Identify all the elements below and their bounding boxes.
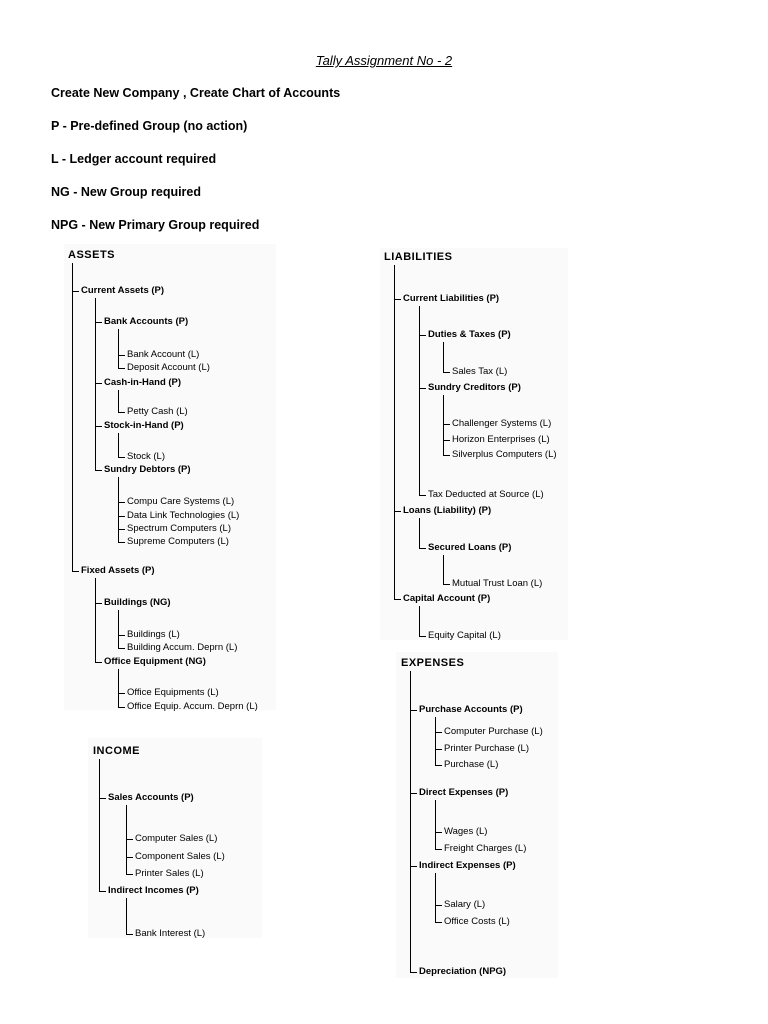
assets-ledger-item: Buildings (L): [127, 629, 180, 640]
expenses-ledger-item: Freight Charges (L): [444, 843, 527, 854]
liabilities-group-item: Capital Account (P): [403, 593, 491, 604]
tree-branch-tick: [435, 732, 442, 733]
legend-line-ng: NG - New Group required: [51, 185, 202, 199]
tree-branch-tick: [394, 599, 401, 600]
liabilities-group-item: Sundry Creditors (P): [428, 382, 521, 393]
assets-group-item: Office Equipment (NG): [104, 656, 206, 667]
tree-branch-line: [443, 395, 444, 456]
tree-branch-tick: [126, 857, 133, 858]
assets-group-item: Fixed Assets (P): [81, 565, 155, 576]
liabilities-ledger-item: Mutual Trust Loan (L): [452, 578, 543, 589]
liabilities-heading: LIABILITIES: [384, 251, 453, 263]
tree-branch-tick: [118, 693, 125, 694]
tree-branch-tick: [435, 849, 442, 850]
tree-branch-tick: [118, 635, 125, 636]
legend-line-l: L - Ledger account required: [51, 152, 217, 166]
tree-branch-line: [118, 433, 119, 458]
tree-branch-line: [118, 390, 119, 413]
tree-branch-tick: [126, 934, 133, 935]
tree-branch-line: [443, 342, 444, 373]
assets-ledger-item: Data Link Technologies (L): [127, 510, 240, 521]
tree-branch-tick: [126, 839, 133, 840]
tree-branch-line: [126, 898, 127, 935]
liabilities-group-item: Loans (Liability) (P): [403, 505, 492, 516]
tree-branch-tick: [118, 502, 125, 503]
liabilities-ledger-item: Sales Tax (L): [452, 366, 508, 377]
assets-group-item: Current Assets (P): [81, 285, 165, 296]
tree-branch-tick: [99, 798, 106, 799]
tree-branch-line: [99, 759, 100, 892]
assets-group-item: Sundry Debtors (P): [104, 464, 191, 475]
liabilities-group-item: Duties & Taxes (P): [428, 329, 511, 340]
expenses-group-item: Depreciation (NPG): [419, 966, 507, 977]
tree-branch-tick: [435, 832, 442, 833]
tree-branch-tick: [118, 529, 125, 530]
tree-branch-line: [435, 800, 436, 850]
tree-branch-tick: [99, 891, 106, 892]
assets-ledger-item: Stock (L): [127, 451, 166, 462]
liabilities-group-item: Current Liabilities (P): [403, 293, 500, 304]
assets-ledger-item: Office Equip. Accum. Deprn (L): [127, 701, 258, 712]
assets-ledger-item: Bank Account (L): [127, 349, 200, 360]
tree-branch-tick: [95, 383, 102, 384]
tree-branch-tick: [95, 603, 102, 604]
tree-branch-tick: [118, 355, 125, 356]
tree-branch-line: [410, 671, 411, 973]
tree-branch-line: [419, 606, 420, 637]
tree-branch-tick: [394, 299, 401, 300]
tree-branch-line: [443, 555, 444, 585]
assets-group-item: Bank Accounts (P): [104, 316, 189, 327]
tree-branch-tick: [118, 516, 125, 517]
income-group-item: Sales Accounts (P): [108, 792, 194, 803]
tree-branch-tick: [443, 424, 450, 425]
tree-branch-tick: [419, 548, 426, 549]
expenses-group-item: Purchase Accounts (P): [419, 704, 523, 715]
liabilities-ledger-item: Tax Deducted at Source (L): [428, 489, 544, 500]
assets-ledger-item: Compu Care Systems (L): [127, 496, 235, 507]
tree-branch-line: [95, 578, 96, 663]
liabilities-ledger-item: Horizon Enterprises (L): [452, 434, 550, 445]
expenses-ledger-item: Office Costs (L): [444, 916, 510, 927]
income-ledger-item: Bank Interest (L): [135, 928, 206, 939]
income-group-item: Indirect Incomes (P): [108, 885, 199, 896]
tree-branch-tick: [410, 793, 417, 794]
tree-branch-tick: [410, 972, 417, 973]
tree-branch-line: [394, 265, 395, 600]
tree-branch-tick: [443, 455, 450, 456]
liabilities-ledger-item: Challenger Systems (L): [452, 418, 552, 429]
expenses-panel: [396, 652, 558, 978]
expenses-ledger-item: Purchase (L): [444, 759, 499, 770]
tree-branch-tick: [410, 710, 417, 711]
expenses-ledger-item: Wages (L): [444, 826, 488, 837]
expenses-ledger-item: Computer Purchase (L): [444, 726, 543, 737]
tree-branch-line: [419, 306, 420, 496]
tree-branch-tick: [435, 765, 442, 766]
expenses-ledger-item: Printer Purchase (L): [444, 743, 530, 754]
tree-branch-tick: [419, 388, 426, 389]
tree-branch-line: [118, 669, 119, 708]
tree-branch-line: [419, 518, 420, 549]
tree-branch-line: [435, 873, 436, 923]
liabilities-ledger-item: Equity Capital (L): [428, 630, 501, 641]
tree-branch-tick: [118, 542, 125, 543]
tree-branch-tick: [435, 922, 442, 923]
tree-branch-line: [118, 610, 119, 649]
assets-group-item: Cash-in-Hand (P): [104, 377, 182, 388]
tree-branch-line: [72, 263, 73, 572]
assets-heading: ASSETS: [68, 249, 116, 261]
tree-branch-tick: [95, 470, 102, 471]
assets-ledger-item: Spectrum Computers (L): [127, 523, 232, 534]
tree-branch-tick: [118, 707, 125, 708]
tree-branch-line: [118, 477, 119, 543]
liabilities-group-item: Secured Loans (P): [428, 542, 512, 553]
tree-branch-tick: [419, 636, 426, 637]
expenses-ledger-item: Salary (L): [444, 899, 486, 910]
expenses-group-item: Direct Expenses (P): [419, 787, 509, 798]
tree-branch-line: [126, 805, 127, 875]
intro-line: Create New Company , Create Chart of Accounts: [51, 86, 341, 100]
assets-ledger-item: Petty Cash (L): [127, 406, 188, 417]
tree-branch-tick: [394, 511, 401, 512]
income-ledger-item: Printer Sales (L): [135, 868, 204, 879]
income-ledger-item: Computer Sales (L): [135, 833, 218, 844]
tree-branch-line: [435, 717, 436, 766]
tree-branch-tick: [126, 874, 133, 875]
tree-branch-tick: [443, 372, 450, 373]
tree-branch-line: [95, 298, 96, 471]
assets-ledger-item: Supreme Computers (L): [127, 536, 229, 547]
tree-branch-tick: [419, 335, 426, 336]
tree-branch-tick: [72, 291, 79, 292]
tree-branch-tick: [72, 571, 79, 572]
assets-ledger-item: Building Accum. Deprn (L): [127, 642, 238, 653]
tree-branch-line: [118, 329, 119, 369]
liabilities-ledger-item: Silverplus Computers (L): [452, 449, 557, 460]
tree-branch-tick: [443, 440, 450, 441]
tree-branch-tick: [118, 368, 125, 369]
tree-branch-tick: [443, 584, 450, 585]
expenses-heading: EXPENSES: [401, 657, 465, 669]
legend-line-npg: NPG - New Primary Group required: [51, 218, 260, 232]
income-heading: INCOME: [93, 745, 140, 757]
tree-branch-tick: [95, 322, 102, 323]
tree-branch-tick: [435, 905, 442, 906]
page-title: Tally Assignment No - 2: [315, 53, 453, 68]
income-ledger-item: Component Sales (L): [135, 851, 225, 862]
tree-branch-tick: [435, 749, 442, 750]
assets-ledger-item: Deposit Account (L): [127, 362, 210, 373]
tree-branch-tick: [95, 426, 102, 427]
tree-branch-tick: [95, 662, 102, 663]
tree-branch-tick: [419, 495, 426, 496]
tree-branch-tick: [118, 457, 125, 458]
tree-branch-tick: [410, 866, 417, 867]
expenses-group-item: Indirect Expenses (P): [419, 860, 516, 871]
tree-branch-tick: [118, 648, 125, 649]
assets-ledger-item: Office Equipments (L): [127, 687, 219, 698]
tree-branch-tick: [118, 412, 125, 413]
legend-line-p: P - Pre-defined Group (no action): [51, 119, 248, 133]
assets-group-item: Stock-in-Hand (P): [104, 420, 184, 431]
assets-group-item: Buildings (NG): [104, 597, 171, 608]
